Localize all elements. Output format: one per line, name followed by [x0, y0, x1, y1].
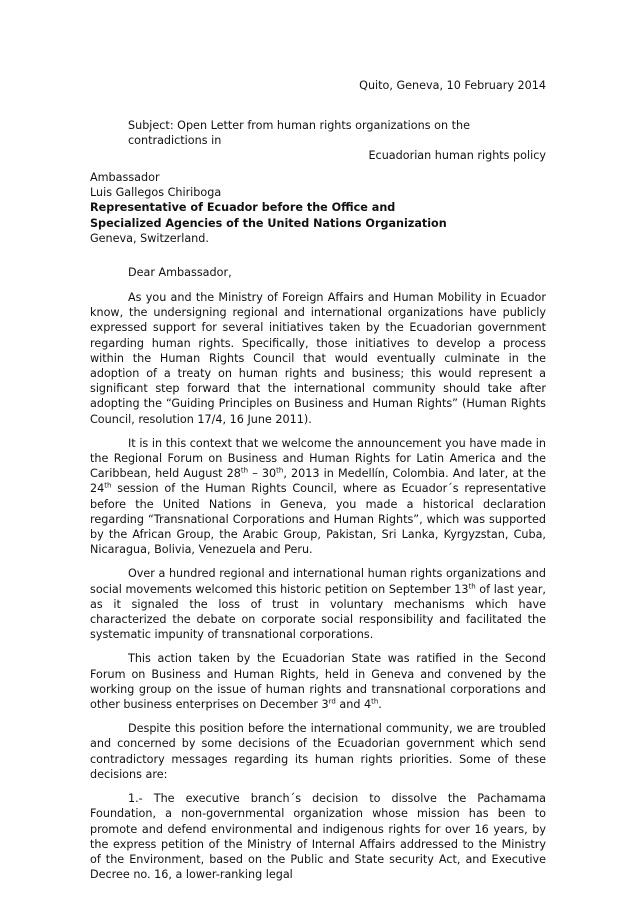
- p2-text-c: , 2013 in Medellín, Colombia. And later, at the 24: [90, 467, 547, 496]
- p2-text-b: – 30: [248, 467, 277, 481]
- paragraph-5: Despite this position before the international community, we are troubled and concerned by some decisions of the Ecuadorian government which send contradictory messages regarding its human rights priorities. Some of these decisions are:: [90, 722, 546, 781]
- subject-text-1: : Open Letter from human rights organizations on the contradictions in: [128, 119, 470, 148]
- paragraph-6: 1.- The executive branch´s decision to dissolve the Pachamama Foundation, a non-governmental organization whose mission has been to promote and defend environmental and indigenous rights for over 16 years, by the express petition of the Ministry of Internal Affairs addressed to the Ministry of the Environment, based on the Public and State security Act, and Executive Decree no. 16, a lower-ranking legal: [90, 792, 546, 882]
- p3-sup-1: th: [468, 581, 476, 590]
- recipient-title: Ambassador: [90, 171, 160, 184]
- letter-body: [90, 290, 546, 891]
- recipient-position-1: Representative of Ecuador before the Office and: [90, 201, 396, 215]
- recipient-name: Luis Gallegos Chiriboga: [90, 186, 222, 200]
- paragraph-4: [90, 651, 546, 712]
- subject-text-2: Ecuadorian human rights policy: [368, 149, 546, 163]
- p2-sup-2: th: [276, 466, 284, 475]
- p3-text-a: Over a hundred regional and international human rights organizations and social movements welcomed this historic petition on September 13: [90, 567, 546, 596]
- letter-date: Quito, Geneva, 10 February 2014: [359, 79, 546, 92]
- subject: [128, 118, 546, 164]
- recipient-location: Geneva, Switzerland.: [90, 231, 209, 245]
- p2-sup-1: th: [240, 466, 249, 475]
- p2-text-a: It is in this context that we welcome the announcement you have made in the Regional Forum on Business and Human Rights for Latin America and the Caribbean, held August 28: [90, 436, 546, 481]
- paragraph-3: [90, 566, 546, 642]
- p4-sup-1: rd: [328, 697, 336, 706]
- p2-sup-3: th: [104, 481, 112, 490]
- p4-text-c: .: [378, 698, 382, 712]
- p4-text-a: This action taken by the Ecuadorian State was ratified in the Second Forum on Business and Human Rights, held in Geneva and convened by the working group on the issue of human rights and transnational corporations and other business enterprises on December 3: [90, 652, 546, 712]
- subject-line-1: [128, 118, 546, 148]
- paragraph-1: As you and the Ministry of Foreign Affairs and Human Mobility in Ecuador know, the undersigning regional and international organizations have publicly expressed support for several initiatives taken by the Ecuadorian government regarding human rights. Specifically, those initiatives to develop a process within the Human Rights Council that would eventually culminate in the adoption of a treaty on human rights and business; this would represent a significant step forward that the international community should take after adopting the “Guiding Principles on Business and Human Rights” (Human Rights Council, resolution 17/4, 16 June 2011).: [90, 291, 546, 426]
- p4-sup-2: th: [371, 697, 379, 706]
- greeting: Dear Ambassador,: [128, 266, 232, 279]
- paragraph-2: [90, 436, 546, 558]
- recipient-position-2: Specialized Agencies of the United Nations Organization: [90, 216, 447, 230]
- p3-text-b: of last year, as it signaled the loss of trust in voluntary mechanisms which have characterized the debate on corporate social responsibility and facilitated the systematic impunity of transnational corporations.: [90, 582, 546, 642]
- subject-label: Subject: [128, 119, 170, 132]
- p4-text-b: and 4: [335, 698, 372, 712]
- recipient-address: [90, 170, 550, 246]
- p2-text-d: session of the Human Rights Council, where as Ecuador´s representative before the United Nations in Geneva, you made a historical declaration regarding “Transnational Corporations and Human Rights”, which was supported by the African Group, the Arabic Group, Pakistan, Sri Lanka, Kyrgyzstan, Cuba, Nicaragua, Bolivia, Venezuela and Peru.: [90, 482, 546, 557]
